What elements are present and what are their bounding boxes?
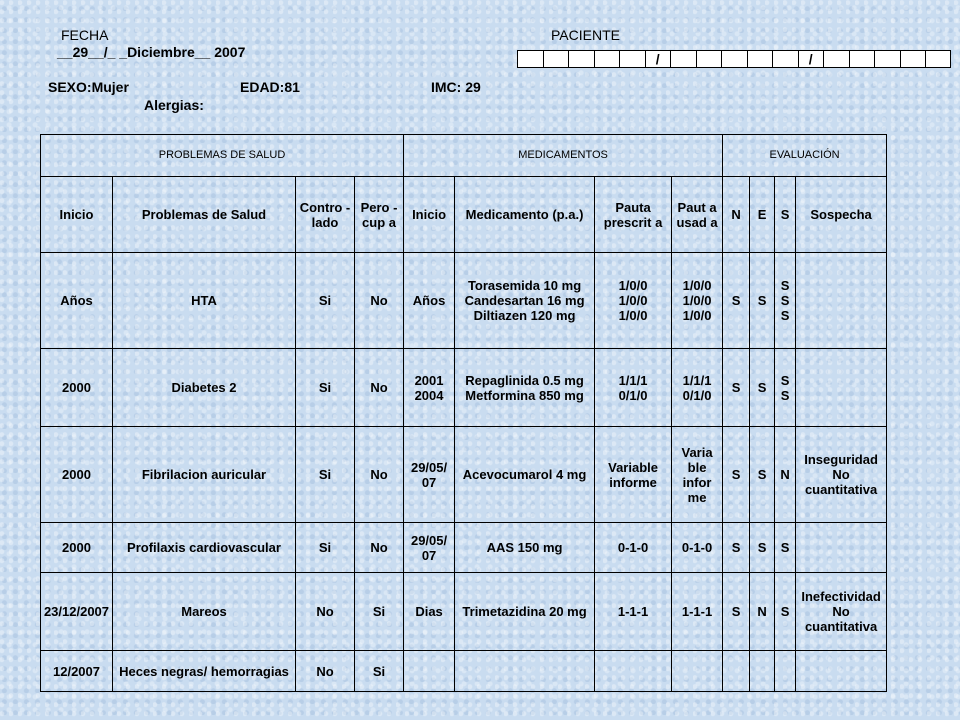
cell-controlado: No xyxy=(296,651,355,692)
alergias: Alergias: xyxy=(144,97,204,113)
cell-e: N xyxy=(750,573,775,651)
col-header: Inicio xyxy=(41,177,113,253)
cell-preocupa: No xyxy=(355,253,404,349)
col-header: Paut a usad a xyxy=(672,177,723,253)
section-evaluacion: EVALUACIÓN xyxy=(723,135,887,177)
cell-inicio-med: Dias xyxy=(404,573,455,651)
cell-n: S xyxy=(723,573,750,651)
cell-e: S xyxy=(750,349,775,427)
cell-inicio: 2000 xyxy=(41,427,113,523)
col-header: Contro - lado xyxy=(296,177,355,253)
cell-sospecha xyxy=(796,651,887,692)
cell-s: S S xyxy=(775,349,796,427)
cell-sospecha: Inseguridad No cuantitativa xyxy=(796,427,887,523)
cell-controlado: Si xyxy=(296,349,355,427)
id-box[interactable] xyxy=(543,50,569,68)
id-box[interactable] xyxy=(721,50,747,68)
id-separator: / xyxy=(798,50,824,68)
cell-pauta-usada xyxy=(672,651,723,692)
cell-preocupa: Si xyxy=(355,573,404,651)
cell-inicio-med: 2001 2004 xyxy=(404,349,455,427)
cell-inicio-med xyxy=(404,651,455,692)
cell-s: S xyxy=(775,523,796,573)
cell-controlado: Si xyxy=(296,523,355,573)
cell-inicio-med: 29/05/ 07 xyxy=(404,523,455,573)
cell-controlado: Si xyxy=(296,427,355,523)
id-box[interactable] xyxy=(696,50,722,68)
cell-problema: Diabetes 2 xyxy=(113,349,296,427)
cell-medicamento: Acevocumarol 4 mg xyxy=(455,427,595,523)
cell-e xyxy=(750,651,775,692)
cell-problema: Fibrilacion auricular xyxy=(113,427,296,523)
cell-s: S S S xyxy=(775,253,796,349)
cell-e: S xyxy=(750,427,775,523)
cell-problema: Profilaxis cardiovascular xyxy=(113,523,296,573)
cell-n: S xyxy=(723,253,750,349)
id-box[interactable] xyxy=(823,50,849,68)
cell-pauta-usada: 0-1-0 xyxy=(672,523,723,573)
cell-inicio: 23/12/2007 xyxy=(41,573,113,651)
cell-sospecha xyxy=(796,253,887,349)
cell-preocupa: No xyxy=(355,427,404,523)
cell-medicamento: Repaglinida 0.5 mg Metformina 850 mg xyxy=(455,349,595,427)
cell-s: N xyxy=(775,427,796,523)
col-header: Pero - cup a xyxy=(355,177,404,253)
cell-sospecha: Inefectividad No cuantitativa xyxy=(796,573,887,651)
id-box[interactable] xyxy=(900,50,926,68)
cell-pauta-prescrita: Variable informe xyxy=(595,427,672,523)
cell-n xyxy=(723,651,750,692)
column-header-row xyxy=(41,177,887,253)
cell-preocupa: No xyxy=(355,523,404,573)
cell-n: S xyxy=(723,427,750,523)
id-separator: / xyxy=(645,50,671,68)
cell-medicamento xyxy=(455,651,595,692)
cell-pauta-prescrita: 1-1-1 xyxy=(595,573,672,651)
cell-n: S xyxy=(723,523,750,573)
cell-e: S xyxy=(750,253,775,349)
table-row xyxy=(41,349,887,427)
cell-pauta-prescrita xyxy=(595,651,672,692)
section-problemas: PROBLEMAS DE SALUD xyxy=(41,135,404,177)
cell-inicio: 2000 xyxy=(41,349,113,427)
id-box[interactable] xyxy=(568,50,594,68)
cell-pauta-usada: 1/1/1 0/1/0 xyxy=(672,349,723,427)
cell-medicamento: AAS 150 mg xyxy=(455,523,595,573)
col-header: Pauta prescrit a xyxy=(595,177,672,253)
id-box[interactable] xyxy=(849,50,875,68)
cell-controlado: No xyxy=(296,573,355,651)
cell-pauta-usada: Varia ble infor me xyxy=(672,427,723,523)
cell-problema: HTA xyxy=(113,253,296,349)
cell-e: S xyxy=(750,523,775,573)
cell-preocupa: Si xyxy=(355,651,404,692)
cell-pauta-usada: 1-1-1 xyxy=(672,573,723,651)
section-medicamentos: MEDICAMENTOS xyxy=(404,135,723,177)
cell-preocupa: No xyxy=(355,349,404,427)
cell-inicio: 2000 xyxy=(41,523,113,573)
patient-id-boxes[interactable] xyxy=(517,50,951,68)
cell-s xyxy=(775,651,796,692)
id-box[interactable] xyxy=(925,50,951,68)
cell-controlado: Si xyxy=(296,253,355,349)
sexo: SEXO:Mujer xyxy=(48,79,129,95)
cell-problema: Heces negras/ hemorragias xyxy=(113,651,296,692)
col-header: N xyxy=(723,177,750,253)
cell-inicio: Años xyxy=(41,253,113,349)
health-problems-table xyxy=(40,134,887,692)
cell-problema: Mareos xyxy=(113,573,296,651)
id-box[interactable] xyxy=(874,50,900,68)
fecha-label: FECHA xyxy=(61,27,109,43)
col-header: E xyxy=(750,177,775,253)
col-header: Sospecha xyxy=(796,177,887,253)
cell-inicio-med: Años xyxy=(404,253,455,349)
fecha-value: __29__/_ _Diciembre__ 2007 xyxy=(57,44,246,60)
col-header: S xyxy=(775,177,796,253)
cell-inicio-med: 29/05/ 07 xyxy=(404,427,455,523)
col-header: Problemas de Salud xyxy=(113,177,296,253)
cell-pauta-prescrita: 0-1-0 xyxy=(595,523,672,573)
cell-sospecha xyxy=(796,523,887,573)
imc: IMC: 29 xyxy=(431,79,481,95)
section-header-row xyxy=(41,135,887,177)
cell-medicamento: Trimetazidina 20 mg xyxy=(455,573,595,651)
id-box[interactable] xyxy=(747,50,773,68)
cell-pauta-prescrita: 1/0/0 1/0/0 1/0/0 xyxy=(595,253,672,349)
col-header: Inicio xyxy=(404,177,455,253)
table-row xyxy=(41,427,887,523)
table-row xyxy=(41,253,887,349)
table-row xyxy=(41,573,887,651)
id-box[interactable] xyxy=(670,50,696,68)
table-row xyxy=(41,523,887,573)
cell-n: S xyxy=(723,349,750,427)
col-header: Medicamento (p.a.) xyxy=(455,177,595,253)
paciente-label: PACIENTE xyxy=(551,27,620,43)
table-row xyxy=(41,651,887,692)
id-box[interactable] xyxy=(517,50,543,68)
cell-s: S xyxy=(775,573,796,651)
cell-pauta-usada: 1/0/0 1/0/0 1/0/0 xyxy=(672,253,723,349)
edad: EDAD:81 xyxy=(240,79,300,95)
cell-inicio: 12/2007 xyxy=(41,651,113,692)
id-box[interactable] xyxy=(772,50,798,68)
id-box[interactable] xyxy=(619,50,645,68)
cell-sospecha xyxy=(796,349,887,427)
cell-pauta-prescrita: 1/1/1 0/1/0 xyxy=(595,349,672,427)
cell-medicamento: Torasemida 10 mg Candesartan 16 mg Diltiazen 120 mg xyxy=(455,253,595,349)
id-box[interactable] xyxy=(594,50,620,68)
